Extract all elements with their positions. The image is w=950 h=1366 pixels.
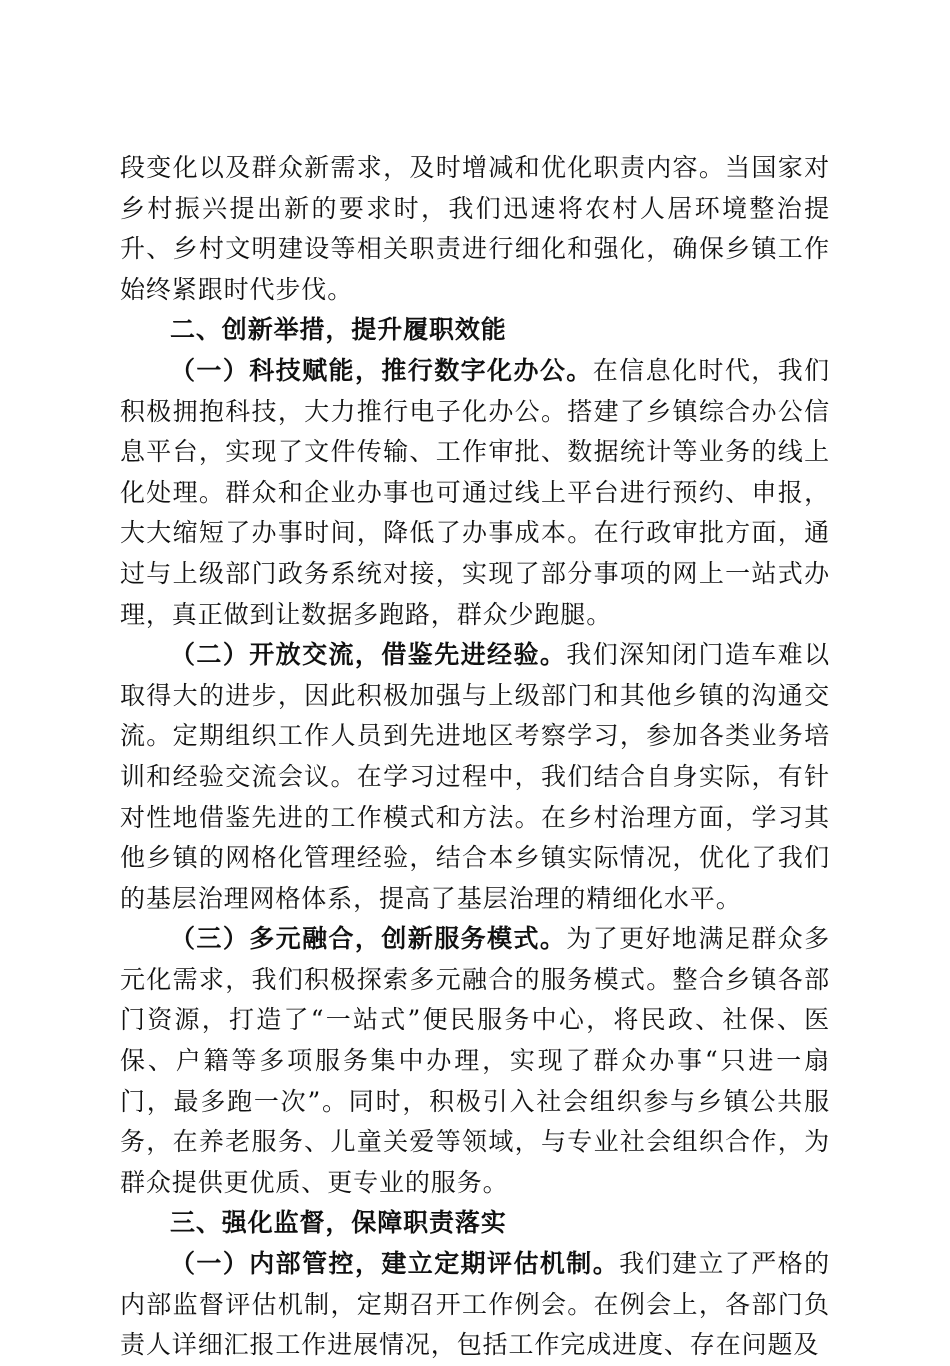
- paragraph-body: 我们建立了严格的内部监督评估机制，定期召开工作例会。在例会上，各部门负责人详细汇报工作进展情况，包括工作完成进度、存在问题及: [120, 1249, 830, 1360]
- paragraph-2-3: [120, 919, 830, 1203]
- paragraph-body: 我们深知闭门造车难以取得大的进步，因此积极加强与上级部门和其他乡镇的沟通交流。定期组织工作人员到先进地区考察学习，参加各类业务培训和经验交流会议。在学习过程中，我们结合自身实际，有针对性地借鉴先进的工作模式和方法。在乡村治理方面，学习其他乡镇的网格化管理经验，结合本乡镇实际情况，优化了我们的基层治理网格体系，提高了基层治理的精细化水平。: [120, 640, 830, 913]
- paragraph-continuation: 段变化以及群众新需求，及时增减和优化职责内容。当国家对乡村振兴提出新的要求时，我们迅速将农村人居环境整治提升、乡村文明建设等相关职责进行细化和强化，确保乡镇工作始终紧跟时代步伐。: [120, 153, 830, 304]
- paragraph-lead: （三）多元融合，创新服务模式。: [170, 924, 567, 954]
- section-heading-2: 二、创新举措，提升履职效能: [170, 315, 507, 345]
- paragraph-2-1: [120, 351, 830, 635]
- paragraph-lead: （一）内部管控，建立定期评估机制。: [170, 1249, 620, 1279]
- document-page: [120, 148, 830, 1366]
- paragraph-lead: （一）科技赋能，推行数字化办公。: [170, 355, 593, 385]
- section-heading-3: 三、强化监督，保障职责落实: [170, 1208, 507, 1238]
- paragraph-body: 为了更好地满足群众多元化需求，我们积极探索多元融合的服务模式。整合乡镇各部门资源，打造了“一站式”便民服务中心，将民政、社保、医保、户籍等多项服务集中办理，实现了群众办事“只进一扇门，最多跑一次”。同时，积极引入社会组织参与乡镇公共服务，在养老服务、儿童关爱等领域，与专业社会组织合作，为群众提供更优质、更专业的服务。: [120, 924, 830, 1197]
- paragraph-lead: （二）开放交流，借鉴先进经验。: [170, 640, 567, 670]
- paragraph-body: 在信息化时代，我们积极拥抱科技，大力推行电子化办公。搭建了乡镇综合办公信息平台，实现了文件传输、工作审批、数据统计等业务的线上化处理。群众和企业办事也可通过线上平台进行预约、申报，大大缩短了办事时间，降低了办事成本。在行政审批方面，通过与上级部门政务系统对接，实现了部分事项的网上一站式办理，真正做到让数据多跑路，群众少跑腿。: [120, 355, 830, 629]
- paragraph-2-2: [120, 635, 830, 919]
- paragraph-3-1: [120, 1244, 830, 1366]
